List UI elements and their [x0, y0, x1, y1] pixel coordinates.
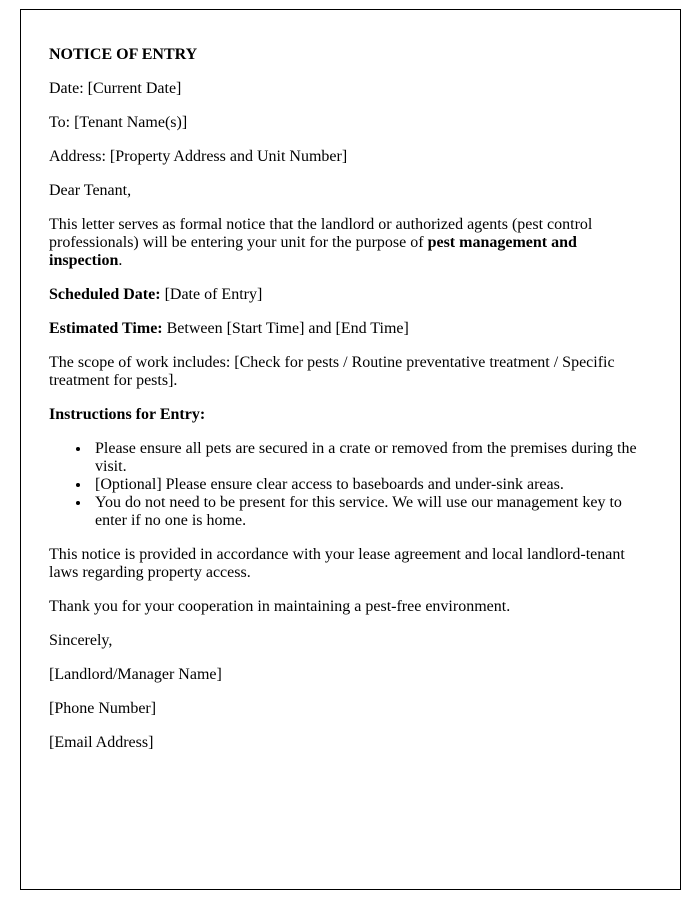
address-line: Address: [Property Address and Unit Number] [49, 148, 348, 165]
signature-name: [Landlord/Manager Name] [49, 666, 222, 683]
estimated-time-value: Between [Start Time] and [End Time] [162, 320, 409, 337]
compliance-paragraph: This notice is provided in accordance with your lease agreement and local landlord-tenant laws regarding property access. [49, 546, 625, 581]
date-line: Date: [Current Date] [49, 80, 182, 97]
closing-line: Sincerely, [49, 632, 113, 649]
estimated-time-label: Estimated Time: [49, 320, 163, 337]
intro-bold-phrase: pest management and inspection [49, 234, 577, 269]
scope-paragraph: The scope of work includes: [Check for pests / Routine preventative treatment / Specific treatment for pests]. [49, 354, 615, 389]
intro-text: This letter serves as formal notice that the landlord or authorized agents (pest control professionals) will be entering your unit for the purpose of [49, 216, 593, 251]
scheduled-date-line [49, 286, 652, 304]
scheduled-date-label: Scheduled Date: [49, 286, 161, 303]
signature-email: [Email Address] [49, 734, 154, 751]
list-item: • [Optional] Please ensure clear access to baseboards and under-sink areas. [91, 476, 652, 494]
scheduled-date-value: [Date of Entry] [160, 286, 263, 303]
instructions-list [49, 440, 652, 530]
salutation: Dear Tenant, [49, 182, 132, 199]
thanks-paragraph: Thank you for your cooperation in maintaining a pest-free environment. [49, 598, 511, 615]
instructions-heading: Instructions for Entry: [49, 406, 206, 423]
list-item: • You do not need to be present for this service. We will use our management key to enter if no one is home. [91, 494, 652, 530]
intro-period: . [118, 252, 123, 269]
signature-phone: [Phone Number] [49, 700, 157, 717]
letter-border-frame [20, 9, 681, 890]
intro-paragraph [49, 216, 652, 270]
letter-title: NOTICE OF ENTRY [49, 46, 198, 63]
estimated-time-line [49, 320, 652, 338]
list-item: • Please ensure all pets are secured in a crate or removed from the premises during the visit. [91, 440, 652, 476]
to-line: To: [Tenant Name(s)] [49, 114, 188, 131]
